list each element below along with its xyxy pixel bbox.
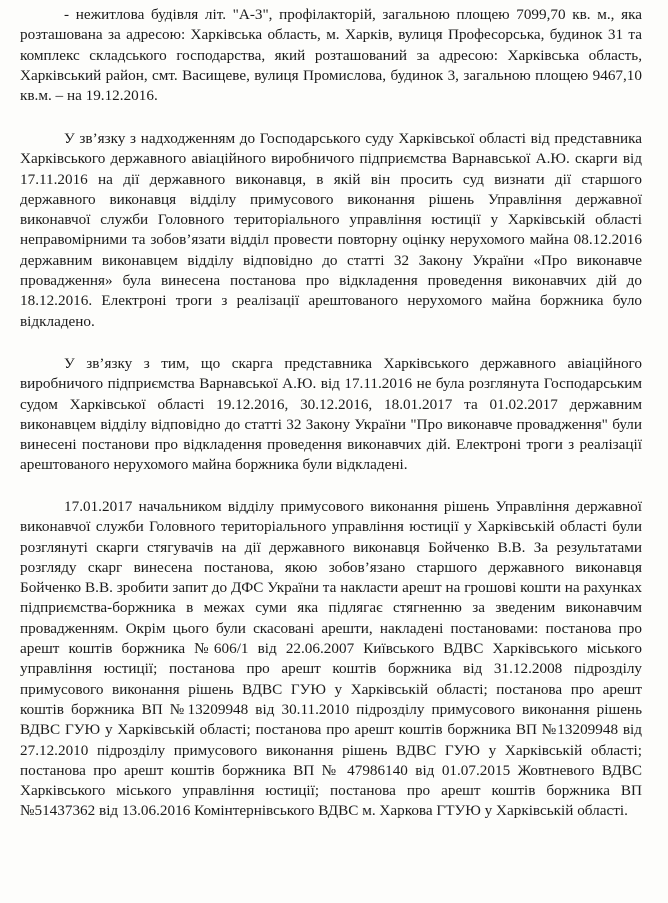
paragraph-complaint-postponement [20,129,642,332]
paragraph-text: 17.01.2017 начальником відділу примусового виконання рішень Управління державної виконавчої служби Головного територіального управління юстиції у Харківській області були розглянуті скарги стягувачів на дії державного виконавця Бойченко В.В. За результатами розгляду скарг винесена постанова, якою зобов’язано старшого державного виконавця Бойченко В.В. зробити запит до ДФС України та накласти арешт на грошові кошти на рахунках підприємства-боржника в межах суми яка підлягає стягненню за зведеним виконавчим провадженням. Окрім цього були скасовані арешти, накладені постановами: постанова про арешт коштів боржника №606/1 від 22.06.2007 Київського ВДВС Харківського міського управління юстиції; постанова про арешт коштів боржника від 31.12.2008 підрозділу примусового виконання рішень ВДВС ГУЮ у Харківській області; постанова про арешт коштів боржника ВП №13209948 від 30.11.2010 підрозділу примусового виконання рішень ВДВС ГУЮ у Харківській області; постанова про арешт коштів боржника ВП №13209948 від 27.12.2010 підрозділу примусового виконання рішень ВДВС ГУЮ у Харківській області; постанова про арешт коштів боржника ВП № 47986140 від 01.07.2015 Жовтневого ВДВС Харківського міського управління юстиції; постанова про арешт коштів боржника ВП №51437362 від 13.06.2016 Комінтернівського ВДВС м. Харкова ГТУЮ у Харківській області. [20,498,642,820]
paragraph-property-list-item [20,5,642,106]
paragraph-arrest-cancellations [20,497,642,822]
paragraph-text: - нежитлова будівля літ. "А-3", профілакторій, загальною площею 7099,70 кв. м., яка розташована за адресою: Харківська область, м. Харків, вулиця Професорська, будинок 31 та комплекс складського господарства, який розташований за адресою: Харківська область, Харківський район, смт. Васищеве, вулиця Промислова, будинок 3, загальною площею 9467,10 кв.м. – на 19.12.2016. [20,6,642,105]
paragraph-text: У зв’язку з тим, що скарга представника Харківського державного авіаційного виробничого підприємства Варнавської А.Ю. від 17.11.2016 не була розглянута Господарським судом Харківської області 19.12.2016, 30.12.2016, 18.01.2017 та 01.02.2017 державним виконавцем відділу відповідно до статті 32 Закону України "Про виконавче провадження" були винесені постанови про відкладення проведення виконавчих дій. Електроні троги з реалізації арештованого нерухомого майна боржника були відкладені. [20,355,642,474]
paragraph-text: У зв’язку з надходженням до Господарського суду Харківської області від представника Харківського державного авіаційного виробничого підприємства Варнавської А.Ю. скарги від 17.11.2016 на дії державного виконавця, в якій він просить суд визнати дії старшого державного виконавця відділу примусового виконання рішень Управління державної виконавчої служби Головного територіального управління юстиції у Харківській області неправомірними та зобов’язати відділ провести повторну оцінку нерухомого майна 08.12.2016 державним виконавцем відділу відповідно до статті 32 Закону України «Про виконавче провадження» була винесена постанова про відкладення проведення виконавчих дій до 18.12.2016. Електроні троги з реалізації арештованого нерухомого майна боржника було відкладено. [20,130,642,330]
paragraph-further-postponements [20,354,642,476]
